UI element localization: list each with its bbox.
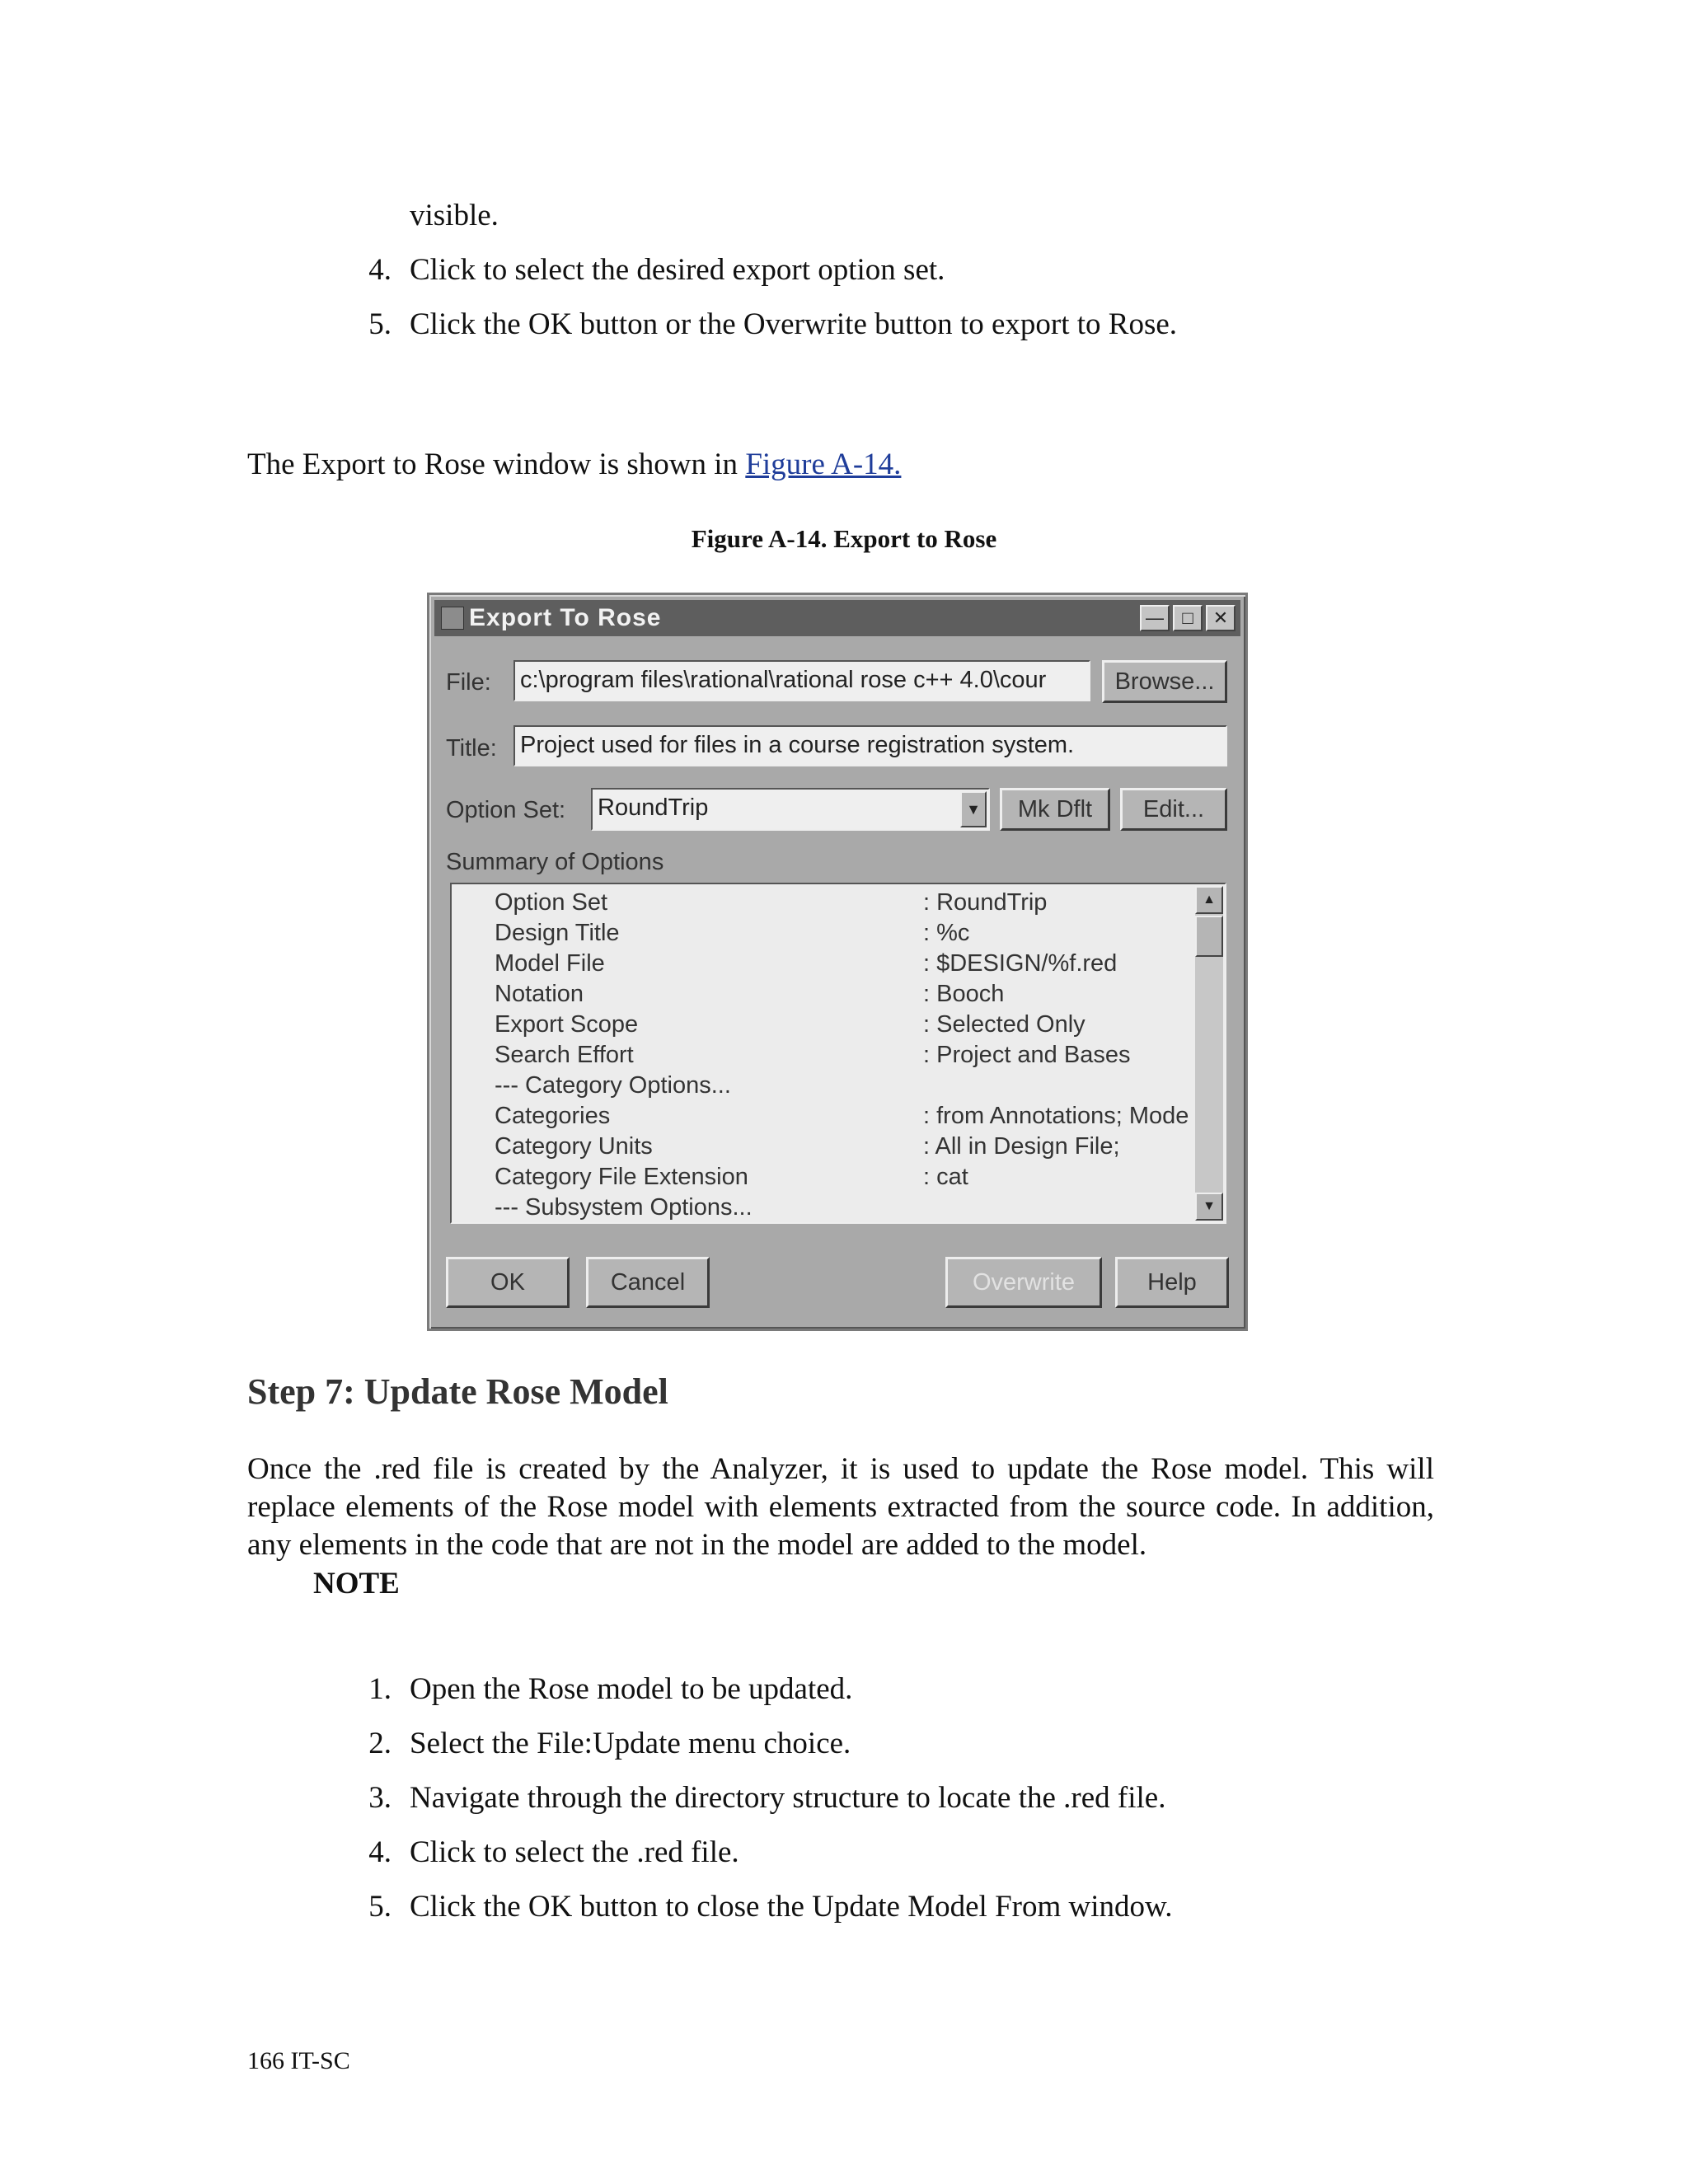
- list-text: visible.: [410, 199, 499, 232]
- list-text: Click to select the desired export option set.: [410, 253, 945, 287]
- list-item: --- Category Options...: [495, 1072, 731, 1099]
- option-set-select[interactable]: [591, 788, 990, 831]
- list-text: Open the Rose model to be updated.: [410, 1672, 853, 1706]
- file-label: File:: [446, 669, 491, 696]
- list-number: 4.: [368, 1835, 392, 1869]
- title-label: Title:: [446, 735, 497, 762]
- list-number: 5.: [368, 307, 392, 341]
- list-item: [342, 1780, 1165, 1816]
- list-item: --- Subsystem Options...: [495, 1194, 753, 1221]
- list-item: Option Set : RoundTrip: [495, 889, 1048, 916]
- maximize-icon[interactable]: □: [1173, 605, 1203, 631]
- list-text: Click the OK button to close the Update Model From window.: [410, 1890, 1173, 1924]
- list-number: 1.: [368, 1672, 392, 1706]
- summary-listbox[interactable]: [450, 883, 1226, 1224]
- section-heading: Step 7: Update Rose Model: [247, 1371, 668, 1412]
- list-text: Click the OK button or the Overwrite button to export to Rose.: [410, 307, 1178, 341]
- list-item: Model File : $DESIGN/%f.red: [495, 950, 1118, 977]
- list-item: Search Effort : Project and Bases: [495, 1042, 1131, 1068]
- figure-link[interactable]: Figure A-14.: [745, 448, 902, 481]
- chevron-down-icon[interactable]: ▼: [960, 791, 987, 827]
- body-paragraph: Once the .red file is created by the Analyzer, it is used to update the Rose model. This will replace elements of the Rose model with elements extracted from the source code. In addition, any elements in the code that are not in the model are added to the model.: [247, 1452, 1434, 1562]
- list-text: Navigate through the directory structure to locate the .red file.: [410, 1781, 1166, 1815]
- export-to-rose-dialog: [427, 593, 1248, 1331]
- scroll-down-icon[interactable]: ▼: [1195, 1193, 1223, 1221]
- list-item: [342, 1835, 739, 1871]
- list-item: Categories : from Annotations; Mode: [495, 1103, 1189, 1129]
- cancel-button[interactable]: Cancel: [586, 1257, 710, 1308]
- window-controls: [1140, 605, 1236, 631]
- title-input[interactable]: Project used for files in a course registration system.: [513, 725, 1227, 766]
- app-icon: [441, 607, 464, 630]
- list-item: Category File Extension : cat: [495, 1164, 968, 1190]
- list-number: 5.: [368, 1890, 392, 1924]
- browse-button[interactable]: Browse...: [1102, 660, 1227, 703]
- scroll-thumb[interactable]: [1195, 916, 1223, 957]
- note-label: NOTE: [313, 1567, 400, 1601]
- close-icon[interactable]: ✕: [1206, 605, 1236, 631]
- dialog-title: Export To Rose: [469, 604, 662, 631]
- vertical-scrollbar[interactable]: [1195, 886, 1223, 1221]
- help-button[interactable]: Help: [1115, 1257, 1229, 1308]
- option-set-value: RoundTrip: [598, 794, 709, 821]
- scroll-up-icon[interactable]: ▲: [1195, 886, 1223, 914]
- list-item: [342, 1726, 851, 1762]
- edit-button[interactable]: Edit...: [1120, 788, 1227, 831]
- list-item: Export Scope : Selected Only: [495, 1011, 1085, 1038]
- list-item: Design Title : %c: [495, 920, 970, 946]
- list-item: [342, 198, 499, 234]
- ok-button[interactable]: OK: [446, 1257, 570, 1308]
- dialog-titlebar[interactable]: [434, 600, 1240, 636]
- figure-caption: Figure A-14. Export to Rose: [691, 524, 997, 553]
- list-item: [342, 1889, 1173, 1925]
- intro-text: The Export to Rose window is shown in: [247, 448, 746, 481]
- list-number: 4.: [368, 253, 392, 287]
- list-text: Click to select the .red file.: [410, 1835, 739, 1869]
- list-item: [342, 307, 1177, 343]
- page-footer: 166 IT-SC: [247, 2047, 350, 2074]
- summary-label: Summary of Options: [446, 849, 664, 875]
- intro-paragraph: [247, 447, 901, 483]
- file-input[interactable]: c:\program files\rational\rational rose c++ 4.0\cour: [513, 660, 1090, 701]
- list-number: 2.: [368, 1727, 392, 1760]
- list-item: [342, 252, 945, 288]
- list-number: 3.: [368, 1781, 392, 1815]
- list-text: Select the File:Update menu choice.: [410, 1727, 851, 1760]
- minimize-icon[interactable]: —: [1140, 605, 1170, 631]
- list-item: Category Units : All in Design File;: [495, 1133, 1120, 1160]
- list-item: [342, 1671, 852, 1708]
- mk-dflt-button[interactable]: Mk Dflt: [1000, 788, 1110, 831]
- overwrite-button[interactable]: Overwrite: [945, 1257, 1102, 1308]
- option-set-label: Option Set:: [446, 797, 566, 823]
- list-item: Notation : Booch: [495, 981, 1005, 1007]
